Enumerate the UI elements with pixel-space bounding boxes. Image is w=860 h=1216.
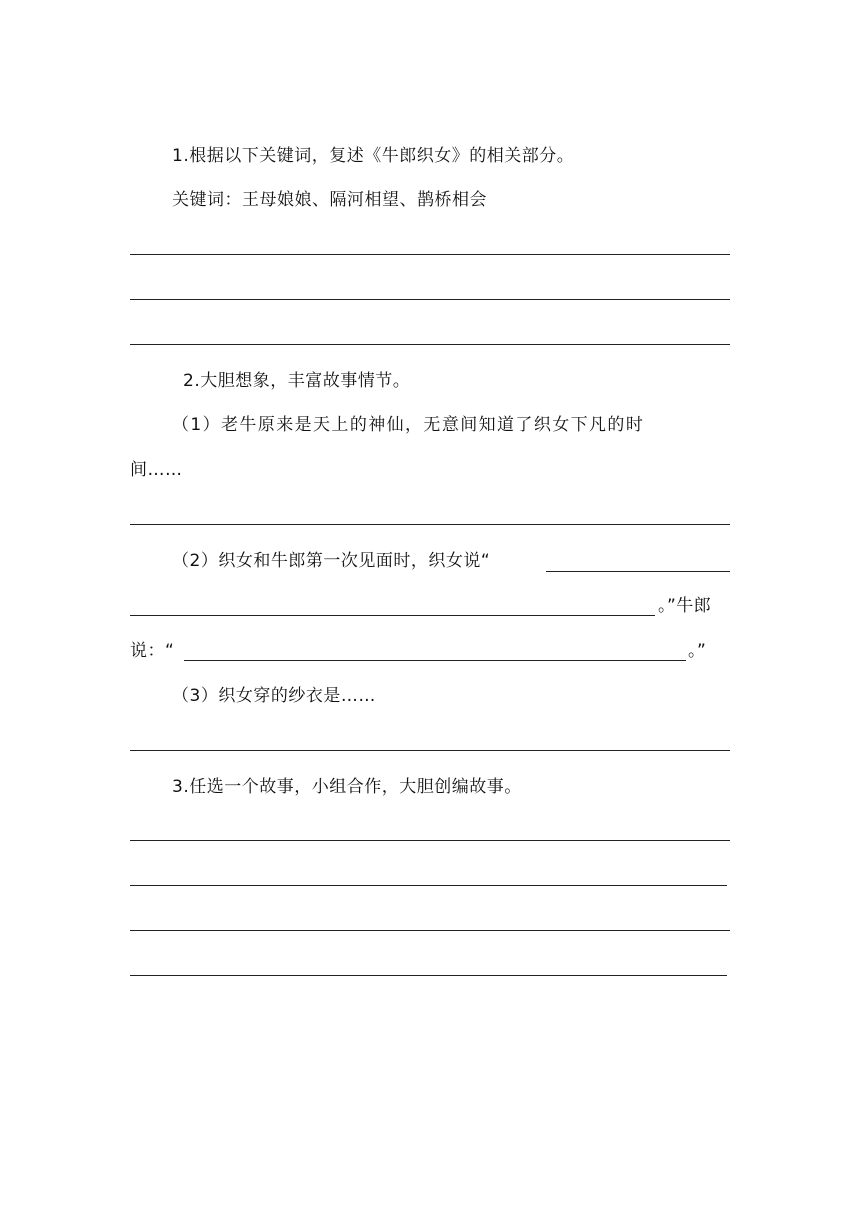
question-2-item-1-continued: 间…… <box>130 460 183 480</box>
answer-line[interactable] <box>130 885 727 886</box>
fill-in-blank[interactable] <box>546 571 730 572</box>
fill-in-blank[interactable] <box>184 660 686 661</box>
answer-line[interactable] <box>130 840 730 841</box>
question-2-prompt: 2.大胆想象，丰富故事情节。 <box>183 371 411 391</box>
question-2-item-2: （2）织女和牛郎第一次见面时，织女说“ <box>172 551 491 571</box>
fill-in-blank[interactable] <box>130 615 655 616</box>
answer-line[interactable] <box>130 299 730 300</box>
question-1-keywords: 关键词：王母娘娘、隔河相望、鹊桥相会 <box>172 190 487 210</box>
answer-line[interactable] <box>130 750 730 751</box>
question-3-prompt: 3.任选一个故事，小组合作，大胆创编故事。 <box>172 777 522 797</box>
question-2-item-3: （3）织女穿的纱衣是…… <box>172 686 376 706</box>
answer-line[interactable] <box>130 344 730 345</box>
answer-line[interactable] <box>130 930 730 931</box>
question-2-item-2-says: 说：“ <box>130 641 175 661</box>
question-2-item-2-end: 。” <box>688 641 707 661</box>
question-2-item-1: （1）老牛原来是天上的神仙，无意间知道了织女下凡的时 <box>172 415 645 435</box>
answer-line[interactable] <box>130 524 730 525</box>
question-1-prompt: 1.根据以下关键词，复述《牛郎织女》的相关部分。 <box>172 146 575 166</box>
question-2-item-2-niulang: 。”牛郎 <box>658 596 712 616</box>
answer-line[interactable] <box>130 975 727 976</box>
answer-line[interactable] <box>130 254 730 255</box>
